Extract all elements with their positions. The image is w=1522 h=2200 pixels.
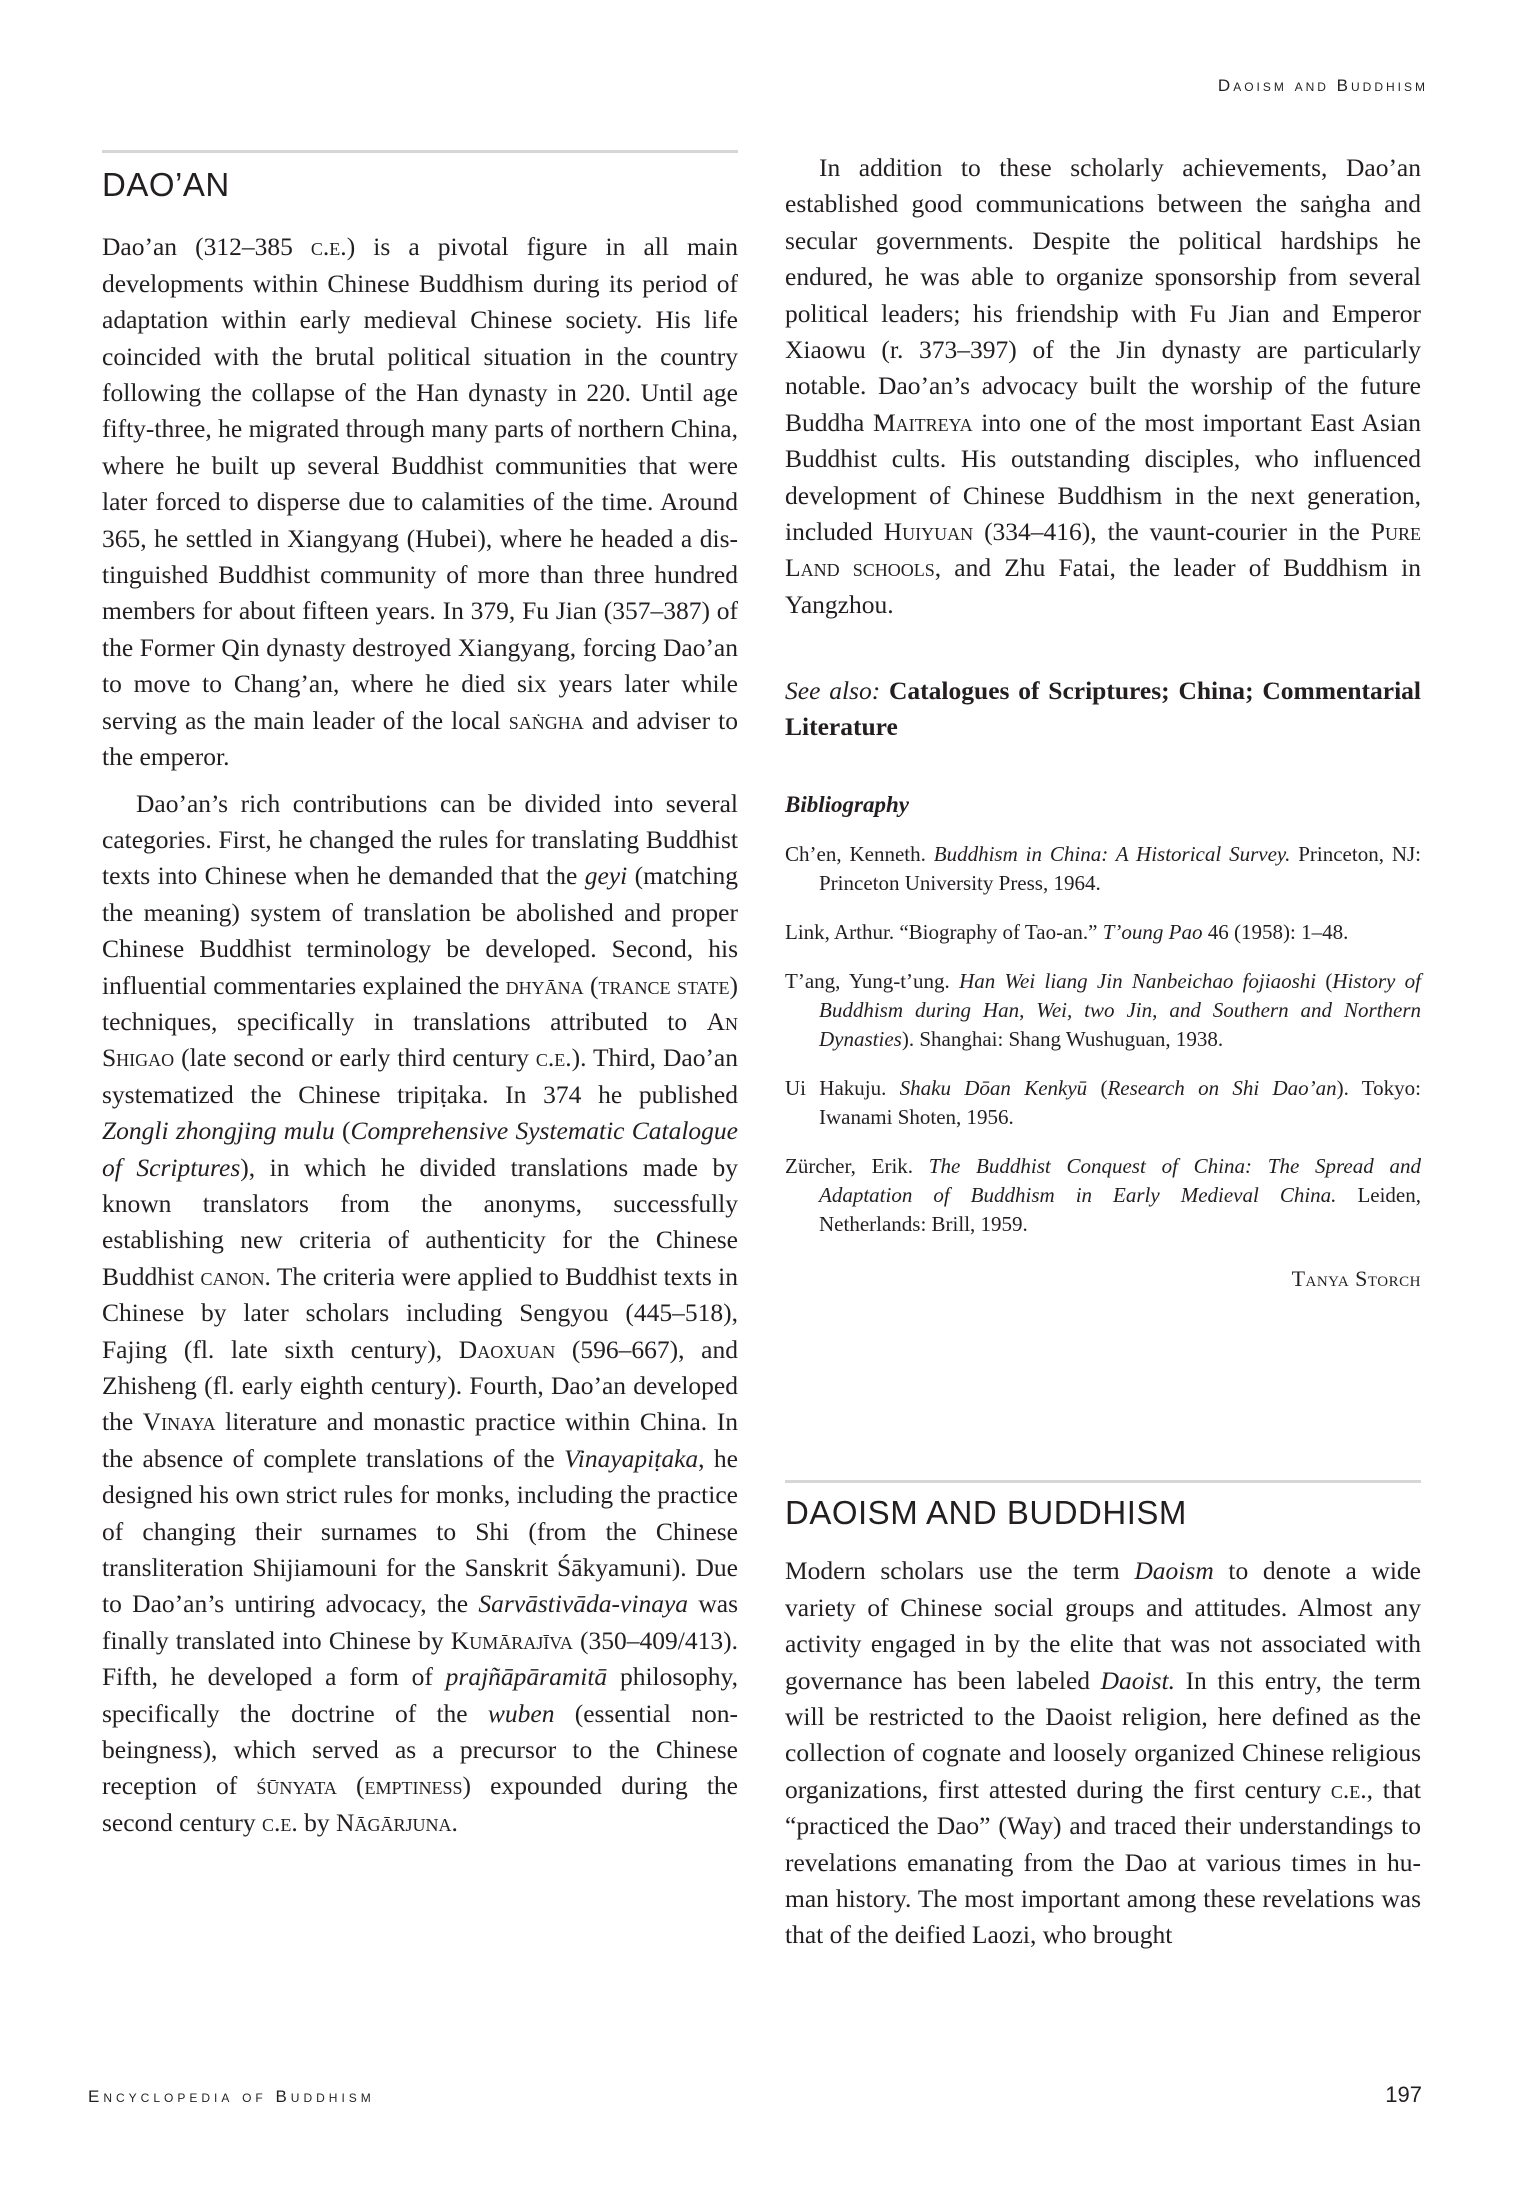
see-also-label: See also: [785, 676, 881, 706]
entry-daoism-and-buddhism [785, 1480, 1421, 1954]
italic-term: The Buddhist Conquest of China: The Spread and Adaptation of Buddhism in Early Medieval China. [819, 1153, 1421, 1207]
see-also-link[interactable]: Commentarial Literature [785, 676, 1421, 742]
cross-reference: c.e. [310, 232, 347, 262]
italic-term: Comprehensive Systematic Catalogue of Scriptures [102, 1116, 738, 1182]
bibliography-item: T’ang, Yung-t’ung. Han Wei liang Jin Nanbeichao fojiaoshi (History of Buddhism during Han, Wei, two Jin, and Southern and Northern Dynasties). Shanghai: Shang Wushuguan, 1938. [785, 968, 1421, 1051]
body-paragraph: Modern scholars use the term Daoism to denote a wide variety of Chinese social groups and attitudes. Almost any activity engaged in by the elite that was not associated with governance has been labeled Daoist. In this entry, the term will be restricted to the Daoist religion, here defined as the collection of cognate and loosely organized Chinese religious organizations, first attested during the first century c.e., that “practiced the Dao” (Way) and traced their understandings to revelations emanating from the Dao at various times in human history. The most important among these revelations was that of the deified Laozi, who brought [785, 1556, 1421, 1950]
page-number: 197 [1385, 2082, 1422, 2107]
bibliography-item: Ui Hakuju. Shaku Dōan Kenkyū (Research on Shi Dao’an). Tokyo: Iwanami Shoten, 1956. [785, 1075, 1421, 1129]
entry-divider [785, 1480, 1421, 1483]
cross-reference: Vinaya [142, 1407, 216, 1437]
cross-reference: Nāgārjuna [336, 1807, 452, 1837]
see-also: See also: Catalogues of Scriptures; China; Commentarial Literature [785, 676, 1421, 742]
bibliography-heading: Bibliography [785, 792, 909, 818]
bibliography-item: Link, Arthur. “Biography of Tao-an.” T’oung Pao 46 (1958): 1–48. [785, 919, 1349, 944]
author-signature: Tanya Storch [1291, 1265, 1421, 1291]
entry-divider [102, 150, 738, 153]
italic-term: Zongli zhongjing mulu [102, 1116, 335, 1146]
cross-reference: dhyāna (trance state) [505, 970, 738, 1000]
italic-term: History of Buddhism during Han, Wei, two Jin, and Southern and Northern Dynasties [819, 968, 1421, 1051]
italic-term: Daoism [1134, 1556, 1214, 1586]
running-head: Daoism and Buddhism [1217, 76, 1428, 95]
italic-term: wuben [487, 1698, 555, 1728]
right-column [785, 150, 1421, 1297]
entry-title-daoism-and-buddhism: DAOISM AND BUDDHISM [785, 1494, 1187, 1531]
italic-term: geyi [584, 861, 628, 891]
italic-term: Sarvāstivāda-vinaya [478, 1589, 689, 1619]
cross-reference: c.e. [262, 1807, 298, 1837]
bibliography-item: Ch’en, Kenneth. Buddhism in China: A Historical Survey. Princeton, NJ: Princeton University Press, 1964. [785, 841, 1422, 895]
italic-term: prajñāpāramitā [445, 1662, 608, 1692]
cross-reference: Pure Land schools [785, 517, 1421, 583]
italic-term: Vinayapiṭaka [564, 1443, 699, 1473]
italic-term: Research on Shi Dao’an [1107, 1075, 1337, 1100]
italic-term: Shaku Dōan Kenkyū [899, 1075, 1088, 1100]
italic-term: Buddhism in China: A Historical Survey. [933, 841, 1291, 866]
body-paragraph: Dao’an (312–385 c.e.) is a pivotal figure in all main developments within Chinese Buddhism during its period of adaptation within early medieval Chinese society. His life coincided with the brutal political situation in the country following the collapse of the Han dynasty in 220. Until age fifty-three, he migrated through many parts of northern China, where he built up several Buddhist communities that were later forced to disperse due to calamities of the time. Around 365, he settled in Xiangyang (Hubei), where he headed a distinguished Buddhist community of more than three hundred members for about fifteen years. In 379, Fu Jian (357–387) of the Former Qin dynasty destroyed Xiangyang, forcing Dao’an to move to Chang’an, where he died six years later while serving as the main leader of the local saṅgha and adviser to the emperor. [102, 232, 738, 772]
bibliography-item: Zürcher, Erik. The Buddhist Conquest of China: The Spread and Adaptation of Buddhism in Early Medieval China. Leiden, Netherlands: Brill, 1959. [785, 1153, 1422, 1236]
left-column [102, 150, 738, 1841]
cross-reference: canon [200, 1261, 265, 1291]
cross-reference: An Shigao [102, 1006, 738, 1073]
italic-term: T’oung Pao [1102, 919, 1203, 944]
cross-reference: śūnyata (emptiness) [256, 1771, 472, 1801]
entry-title-daoan: DAO’AN [102, 166, 230, 203]
cross-reference: Kumārajīva [450, 1625, 573, 1655]
cross-reference: Huiyuan [883, 517, 974, 547]
cross-reference: saṅgha [508, 705, 584, 735]
cross-reference: Maitreya [872, 407, 973, 437]
footer-publication-title: Encyclopedia of Buddhism [88, 2087, 375, 2106]
see-also-link[interactable]: Catalogues of Scriptures [889, 676, 1162, 706]
italic-term: Han Wei liang Jin Nanbeichao fojiaoshi [959, 968, 1317, 993]
italic-term: Daoist. [1100, 1665, 1175, 1695]
see-also-link[interactable]: China [1178, 676, 1246, 706]
cross-reference: c.e. [535, 1043, 572, 1073]
cross-reference: Daoxuan [458, 1334, 556, 1364]
body-paragraph: Dao’an’s rich contributions can be divided into several categories. First, he changed the rules for translating Buddhist texts into Chinese when he demanded that the geyi (matching the meaning) system of translation be abolished and proper Chinese Buddhist terminology be developed. Second, his influential commentaries explained the dhyāna (trance state) techniques, specifically in translations attributed to An Shigao (late second or early third century c.e.). Third, Dao’an systematized the Chinese tripiṭaka. In 374 he published Zongli zhongjing mulu (Comprehensive Systematic Catalogue of Scriptures), in which he divided translations made by known translators from the anonyms, successfully establishing new criteria of authenticity for the Chinese Buddhist canon. The criteria were applied to Buddhist texts in Chinese by later scholars including Sengyou (445–518), Fajing (fl. late sixth century), Daoxuan (596–667), and Zhisheng (fl. early eighth century). Fourth, Dao’an developed the Vinaya literature and monastic practice within China. In the absence of complete translations of the Vinayapiṭaka, he designed his own strict rules for monks, including the practice of changing their surnames to Shi (from the Chinese transliteration Shijiamouni for the Sanskrit Śākyamuni). Due to Dao’an’s untiring advocacy, the Sarvāstivāda-vinaya was finally translated into Chinese by Kumārajīva (350–409/413). Fifth, he developed a form of prajñāpāramitā philosophy, specifically the doctrine of the wuben (essential nonbeingness), which served as a precursor to the Chinese reception of śūnyata (emptiness) expounded during the second century c.e. by Nāgārjuna. [102, 788, 739, 1837]
cross-reference: c.e. [1330, 1774, 1367, 1804]
body-paragraph: In addition to these scholarly achievements, Dao’an established good communications between the saṅgha and secular governments. Despite the political hardships he endured, he was able to organize sponsorship from several political leaders; his friendship with Fu Jian and Emperor Xiaowu (r. 373–397) of the Jin dynasty are particularly notable. Dao’an’s advocacy built the worship of the future Buddha Maitreya into one of the most important East Asian Buddhist cults. His outstanding disciples, who influenced development of Chinese Buddhism in the next generation, included Huiyuan (334–416), the vaunt-courier in the Pure Land schools, and Zhu Fatai, the leader of Buddhism in Yangzhou. [785, 153, 1421, 619]
